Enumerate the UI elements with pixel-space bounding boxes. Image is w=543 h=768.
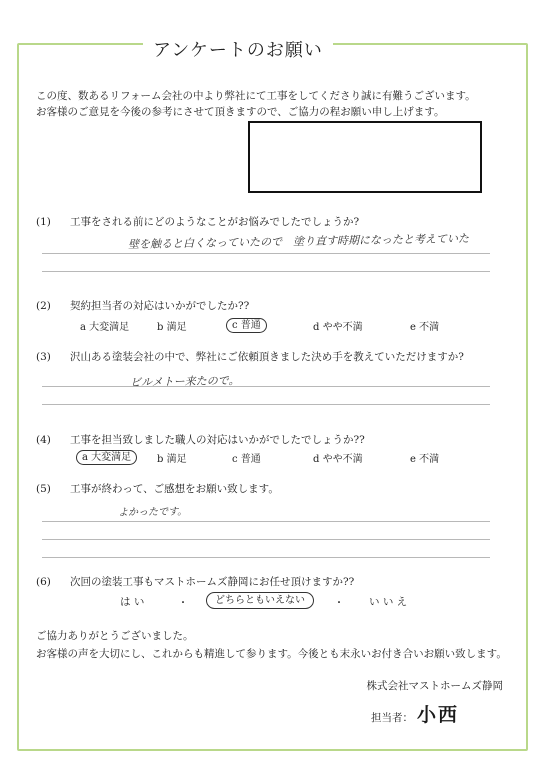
question-2-text: 契約担当者の対応はいかがでしたか?? bbox=[70, 300, 250, 312]
intro-line-1: この度、数あるリフォーム会社の中より弊社にて工事をしてくださり誠に有難うございます。 bbox=[36, 90, 476, 102]
answer-1: 壁を触ると白くなっていたので 塗り直す時期になったと考えていた bbox=[127, 232, 470, 251]
question-1-number: (1) bbox=[36, 216, 51, 228]
question-3 bbox=[36, 349, 464, 364]
q2-option-a[interactable]: a 大変満足 bbox=[80, 322, 130, 333]
q6-option-no[interactable]: い い え bbox=[369, 596, 408, 608]
q4-option-a[interactable] bbox=[76, 448, 137, 463]
answer-line bbox=[42, 271, 490, 272]
staff-signature: 小西 bbox=[417, 704, 460, 726]
question-5 bbox=[36, 481, 279, 496]
question-3-text: 沢山ある塗装会社の中で、弊社にご依頼頂きました決め手を教えていただけますか? bbox=[70, 351, 464, 363]
question-6 bbox=[36, 574, 354, 589]
answer-line bbox=[42, 521, 490, 522]
q2-option-e[interactable]: e 不満 bbox=[410, 322, 440, 333]
staff-label: 担当者： bbox=[371, 712, 413, 724]
q4-option-b[interactable]: b 満足 bbox=[157, 454, 187, 465]
company-name: 株式会社マストホームズ静岡 bbox=[366, 680, 503, 692]
question-6-text: 次回の塗装工事もマストホームズ静岡にお任せ頂けますか?? bbox=[70, 576, 355, 588]
q6-separator: ・ bbox=[178, 598, 188, 609]
q6-option-yes[interactable]: は い bbox=[120, 596, 145, 608]
q2-option-c[interactable] bbox=[226, 316, 267, 331]
answer-5: よかったです。 bbox=[117, 506, 188, 519]
question-6-number: (6) bbox=[36, 576, 51, 588]
question-5-text: 工事が終わって、ご感想をお願い致します。 bbox=[70, 483, 279, 495]
question-2 bbox=[36, 298, 249, 313]
q4-option-e[interactable]: e 不満 bbox=[410, 454, 440, 465]
q6-selected-answer: どちらともいえない bbox=[206, 592, 314, 609]
redacted-box bbox=[248, 121, 482, 193]
answer-line bbox=[42, 253, 490, 254]
q2-selected-answer: c 普通 bbox=[226, 318, 267, 333]
answer-line bbox=[42, 539, 490, 540]
q4-selected-answer: a 大変満足 bbox=[76, 450, 137, 465]
q4-option-c[interactable]: c 普通 bbox=[232, 454, 261, 465]
question-1-text: 工事をされる前にどのようなことがお悩みでしたでしょうか? bbox=[70, 216, 360, 228]
question-4-text: 工事を担当致しました職人の対応はいかがでしたでしょうか?? bbox=[70, 434, 365, 446]
answer-line bbox=[42, 404, 490, 405]
answer-3: ビルメトー来たので。 bbox=[129, 374, 240, 389]
q2-option-b[interactable]: b 満足 bbox=[157, 322, 187, 333]
answer-line bbox=[42, 557, 490, 558]
question-4-number: (4) bbox=[36, 434, 51, 446]
closing-line-1: ご協力ありがとうございました。 bbox=[36, 630, 194, 642]
question-2-number: (2) bbox=[36, 300, 51, 312]
intro-line-2: お客様のご意見を今後の参考にさせて頂きますので、ご協力の程お願い申し上げます。 bbox=[36, 106, 445, 118]
q6-separator: ・ bbox=[334, 598, 344, 609]
survey-title: アンケートのお願い bbox=[143, 36, 333, 62]
q4-option-d[interactable]: d やや不満 bbox=[313, 454, 363, 465]
closing-line-2: お客様の声を大切にし、これからも精進して参ります。今後とも末永いお付き合いお願い致します。 bbox=[36, 648, 507, 660]
question-3-number: (3) bbox=[36, 351, 51, 363]
q6-option-neither[interactable] bbox=[206, 591, 314, 606]
question-5-number: (5) bbox=[36, 483, 51, 495]
question-1 bbox=[36, 214, 359, 229]
staff-line bbox=[371, 700, 459, 727]
answer-line bbox=[42, 386, 490, 387]
question-4 bbox=[36, 432, 365, 447]
q2-option-d[interactable]: d やや不満 bbox=[313, 322, 363, 333]
